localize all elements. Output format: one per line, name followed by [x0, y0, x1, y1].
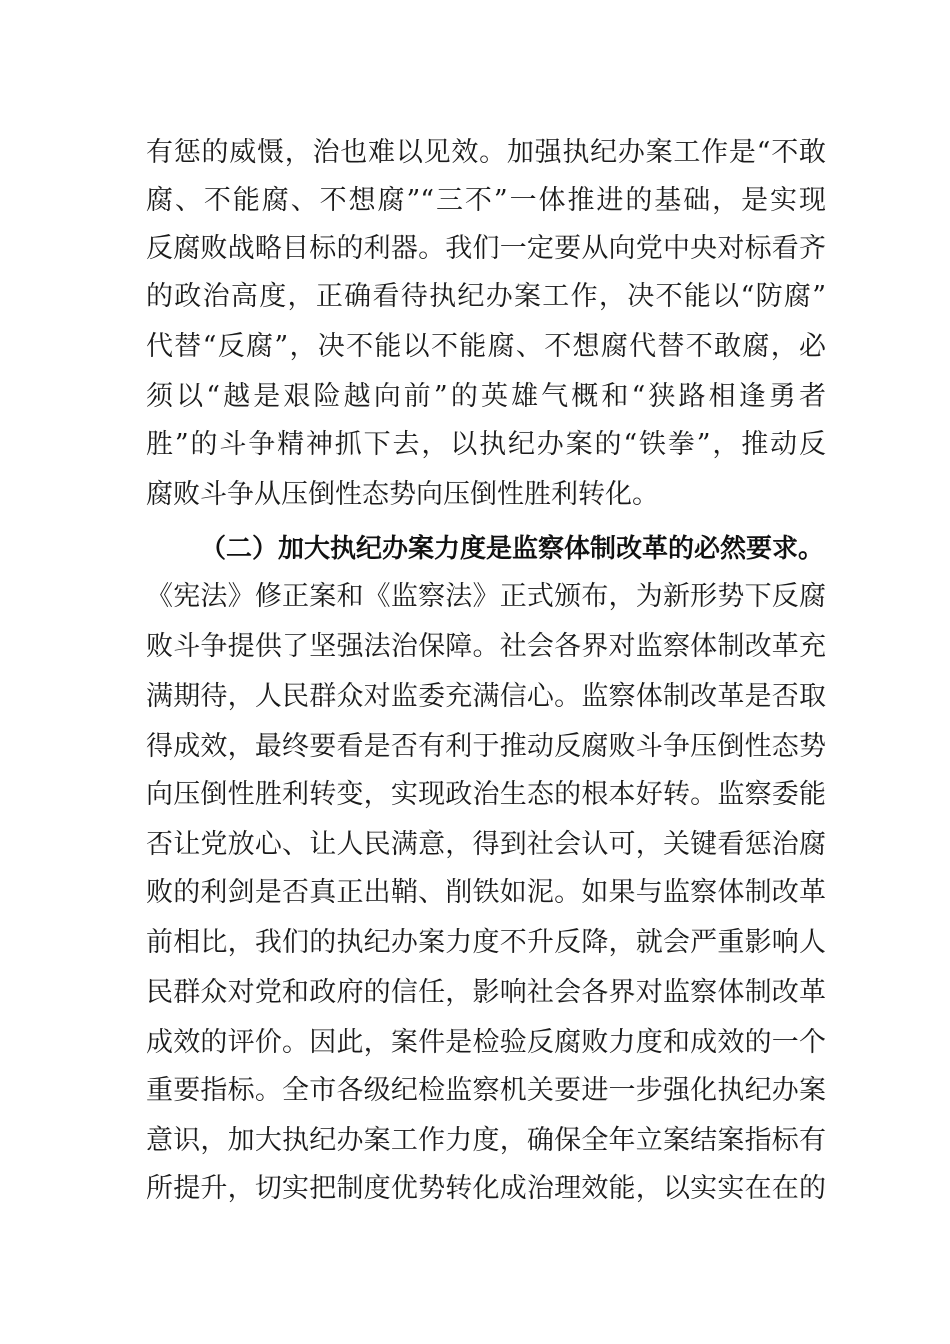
body-text-line: 前相比，我们的执纪办案力度不升反降，就会严重影响人 — [146, 927, 826, 958]
body-text-line: 民群众对党和政府的信任，影响社会各界对监察体制改革 — [146, 977, 826, 1008]
section-heading-text: （二）加大执纪办案力度是监察体制改革的必然要求。 — [200, 534, 825, 564]
body-text-line: 成效的评价。因此，案件是检验反腐败力度和成效的一个 — [146, 1027, 826, 1058]
body-text-line: 败的利剑是否真正出鞘、削铁如泥。如果与监察体制改革 — [146, 877, 826, 908]
section-heading — [146, 529, 826, 569]
body-text-line: 胜”的斗争精神抓下去，以执纪办案的“铁拳”，推动反 — [146, 429, 826, 460]
body-text-line: 腐败斗争从压倒性态势向压倒性胜利转化。 — [146, 479, 659, 510]
body-text-line: 腐、不能腐、不想腐”“三不”一体推进的基础，是实现 — [146, 185, 826, 216]
body-text-line: 所提升，切实把制度优势转化成治理效能，以实实在在的 — [146, 1173, 826, 1204]
body-text-line: 代替“反腐”，决不能以不能腐、不想腐代替不敢腐，必 — [146, 331, 826, 362]
body-text-line: 败斗争提供了坚强法治保障。社会各界对监察体制改革充 — [146, 631, 826, 662]
body-text-line: 向压倒性胜利转变，实现政治生态的根本好转。监察委能 — [146, 779, 826, 810]
body-text-line: 否让党放心、让人民满意，得到社会认可，关键看惩治腐 — [146, 829, 826, 860]
body-text-line: 满期待，人民群众对监委充满信心。监察体制改革是否取 — [146, 681, 826, 712]
body-text-line: 反腐败战略目标的利器。我们一定要从向党中央对标看齐 — [146, 233, 826, 264]
body-text-line: 意识，加大执纪办案工作力度，确保全年立案结案指标有 — [146, 1125, 826, 1156]
body-text-line: 《宪法》修正案和《监察法》正式颁布，为新形势下反腐 — [146, 581, 826, 612]
body-text-line: 得成效，最终要看是否有利于推动反腐败斗争压倒性态势 — [146, 731, 826, 762]
body-text-line: 须以“越是艰险越向前”的英雄气概和“狭路相逢勇者 — [146, 381, 826, 412]
body-text-line: 重要指标。全市各级纪检监察机关要进一步强化执纪办案 — [146, 1075, 826, 1106]
body-text-line: 的政治高度，正确看待执纪办案工作，决不能以“防腐” — [146, 281, 826, 312]
body-text-line: 有惩的威慑，治也难以见效。加强执纪办案工作是“不敢 — [146, 137, 826, 168]
